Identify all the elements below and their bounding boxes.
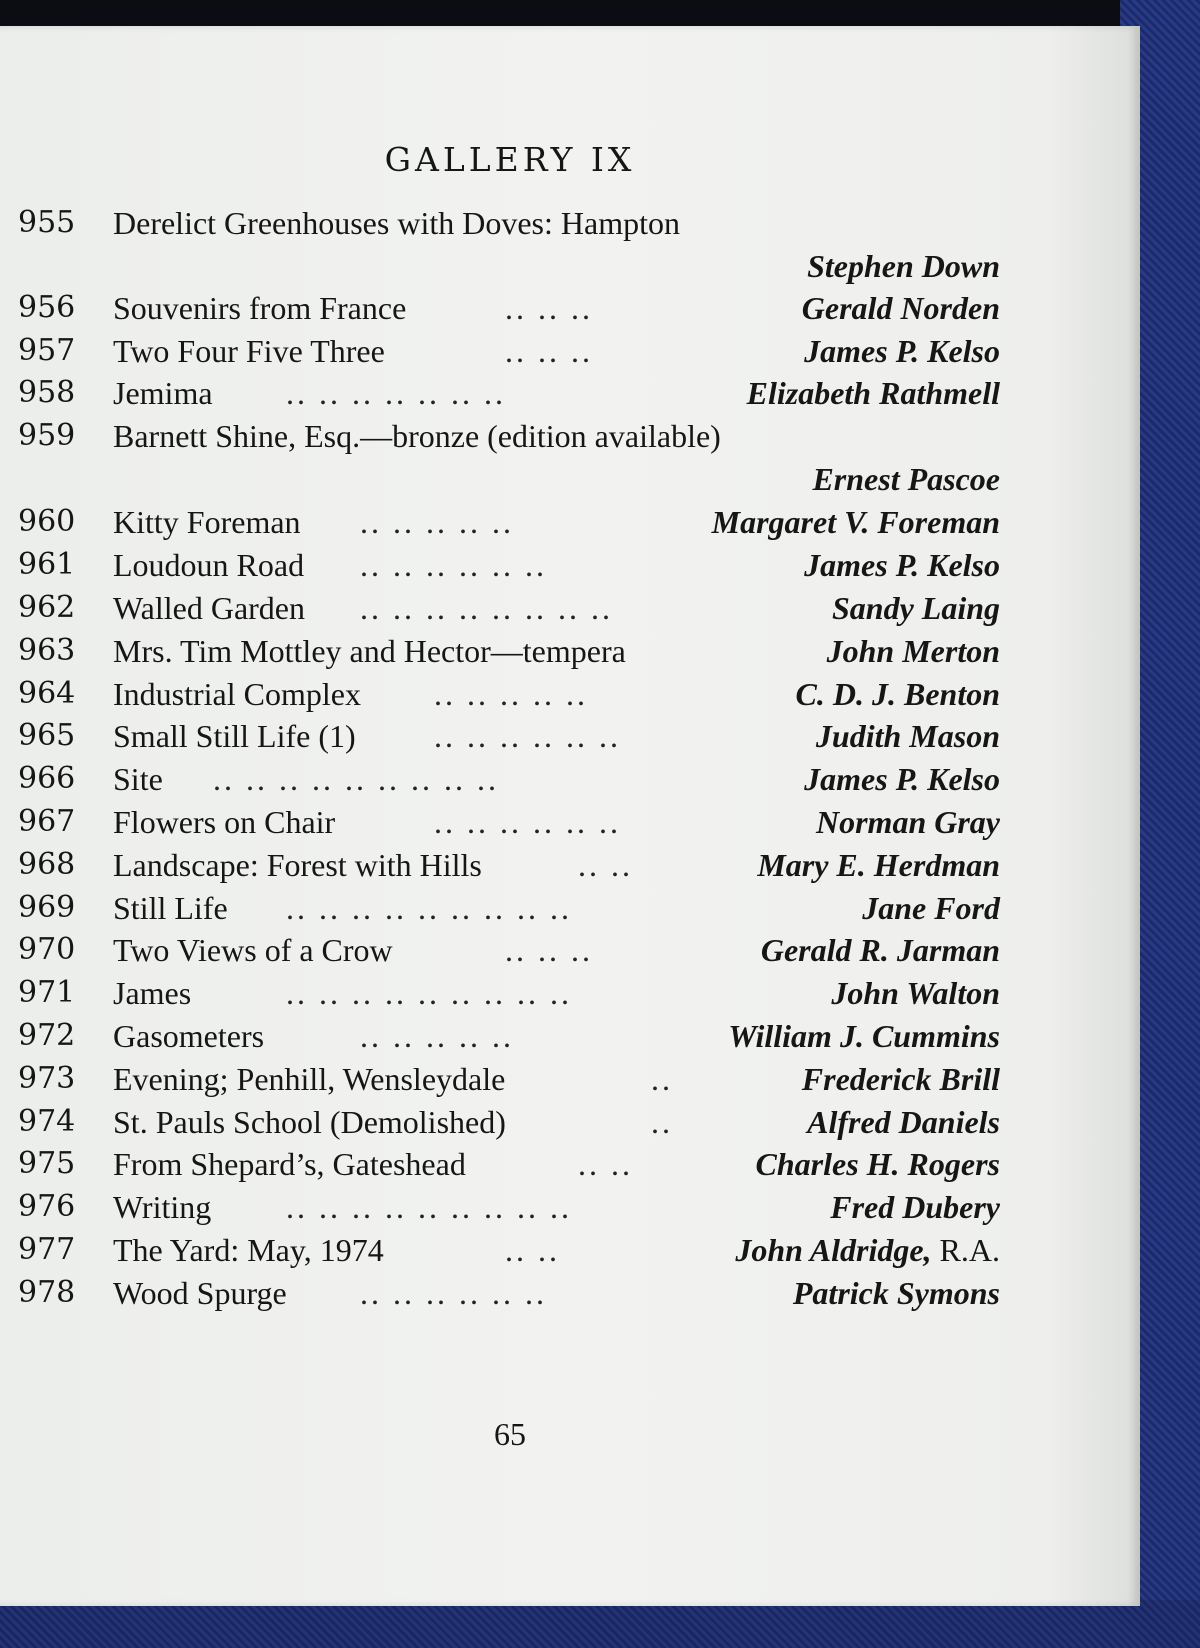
entry-artist: John Merton	[826, 633, 1000, 669]
dot-leader: .. .. .. .. .. .. .. .. ..	[286, 890, 572, 926]
entry-title: Writing	[113, 1189, 212, 1225]
dot-leader: .. ..	[578, 1146, 633, 1182]
dot-leader: .. .. .. .. .. .. .. ..	[360, 590, 613, 626]
entry-969	[18, 887, 1000, 929]
entry-title: Wood Spurge	[113, 1275, 287, 1311]
entry-artist: Norman Gray	[815, 804, 1000, 840]
entry-959-artist: Ernest Pascoe	[812, 461, 1000, 497]
entry-artist: James P. Kelso	[804, 333, 1000, 369]
dot-leader: .. .. .. .. .. ..	[360, 1275, 547, 1311]
entry-number: 968	[18, 847, 76, 882]
entry-artist: James P. Kelso	[804, 761, 1000, 797]
entry-number: 976	[18, 1189, 76, 1224]
dot-leader: ..	[651, 1061, 673, 1097]
entry-artist: Fred Dubery	[830, 1189, 1000, 1225]
dot-leader: .. ..	[578, 847, 633, 883]
entry-artist: Margaret V. Foreman	[711, 504, 1000, 540]
entry-title: Evening; Penhill, Wensleydale	[113, 1061, 506, 1097]
entry-975	[18, 1143, 1000, 1185]
entry-artist: James P. Kelso	[804, 547, 1000, 583]
entry-964	[18, 673, 1000, 715]
entry-number: 959	[18, 418, 76, 453]
entry-number: 962	[18, 590, 76, 625]
catalogue-page	[0, 26, 1140, 1606]
entry-title: Barnett Shine, Esq.—bronze (edition available)	[113, 418, 721, 454]
entry-title: Flowers on Chair	[113, 804, 336, 840]
entry-title: Two Four Five Three	[113, 333, 385, 369]
dot-leader: .. .. ..	[505, 932, 593, 968]
entry-title: James	[113, 975, 192, 1011]
dot-leader: .. .. .. .. .. ..	[434, 804, 621, 840]
entry-title: Walled Garden	[113, 590, 305, 626]
entry-artist: Charles H. Rogers	[755, 1146, 1000, 1182]
gallery-heading: GALLERY IX	[384, 140, 636, 179]
entry-number: 966	[18, 761, 76, 796]
entry-number: 977	[18, 1232, 76, 1267]
dot-leader: .. .. .. .. .. .. ..	[286, 375, 506, 411]
entry-title: Small Still Life (1)	[113, 718, 356, 754]
entry-title: Derelict Greenhouses with Doves: Hampton	[113, 205, 680, 241]
entry-number: 978	[18, 1275, 76, 1310]
entry-958	[18, 372, 1000, 414]
entry-959	[18, 415, 1000, 457]
entry-title: From Shepard’s, Gateshead	[113, 1146, 466, 1182]
entry-number: 974	[18, 1104, 76, 1139]
entry-artist: John Walton	[831, 975, 1000, 1011]
entry-title: Gasometers	[113, 1018, 265, 1054]
entry-title: Industrial Complex	[113, 676, 361, 712]
entry-number: 955	[18, 205, 76, 240]
entry-number: 956	[18, 290, 76, 325]
page-number: 65	[494, 1416, 526, 1452]
dot-leader: .. .. .. .. .. ..	[360, 547, 547, 583]
dot-leader: .. .. .. .. ..	[434, 676, 588, 712]
entry-971	[18, 972, 1000, 1014]
entry-966	[18, 758, 1000, 800]
entry-artist: C. D. J. Benton	[795, 676, 1000, 712]
entry-number: 967	[18, 804, 76, 839]
entry-number: 971	[18, 975, 76, 1010]
entry-968	[18, 844, 1000, 886]
entry-967	[18, 801, 1000, 843]
entry-artist: Alfred Daniels	[807, 1104, 1000, 1140]
entry-title: The Yard: May, 1974	[113, 1232, 384, 1268]
entry-artist: Elizabeth Rathmell	[746, 375, 1000, 411]
entry-number: 963	[18, 633, 76, 668]
entry-978	[18, 1272, 1000, 1314]
entry-artist: Gerald Norden	[801, 290, 1000, 326]
entry-965	[18, 715, 1000, 757]
book-cover-bottom	[0, 1600, 1200, 1648]
entry-962	[18, 587, 1000, 629]
entry-title: Site	[113, 761, 163, 797]
entry-number: 975	[18, 1146, 76, 1181]
entry-number: 970	[18, 932, 76, 967]
entry-artist	[735, 1229, 1000, 1271]
entry-title: Mrs. Tim Mottley and Hector—tempera	[113, 633, 626, 669]
artist-honour: R.A.	[931, 1232, 1000, 1268]
entry-955	[18, 202, 1000, 244]
entry-970	[18, 929, 1000, 971]
dot-leader: .. .. .. .. .. .. .. .. ..	[286, 1189, 572, 1225]
dot-leader: .. .. .. .. .. .. .. .. ..	[213, 761, 499, 797]
entry-title: St. Pauls School (Demolished)	[113, 1104, 506, 1140]
entry-963	[18, 630, 1000, 672]
dot-leader: .. .. .. .. ..	[360, 1018, 514, 1054]
entry-973	[18, 1058, 1000, 1100]
entry-title: Loudoun Road	[113, 547, 305, 583]
dot-leader: .. .. .. .. ..	[360, 504, 514, 540]
entry-title: Kitty Foreman	[113, 504, 301, 540]
entry-title: Two Views of a Crow	[113, 932, 393, 968]
entry-number: 961	[18, 547, 76, 582]
dot-leader: .. .. .. .. .. .. .. .. ..	[286, 975, 572, 1011]
entry-956	[18, 287, 1000, 329]
entry-artist: Patrick Symons	[792, 1275, 1000, 1311]
dot-leader: .. .. .. .. .. ..	[434, 718, 621, 754]
entry-number: 964	[18, 676, 76, 711]
entry-artist: William J. Cummins	[728, 1018, 1000, 1054]
entry-972	[18, 1015, 1000, 1057]
entry-number: 958	[18, 375, 76, 410]
entry-title: Landscape: Forest with Hills	[113, 847, 482, 883]
dot-leader: ..	[651, 1104, 673, 1140]
entry-976	[18, 1186, 1000, 1228]
entry-957	[18, 330, 1000, 372]
entry-artist: Judith Mason	[815, 718, 1000, 754]
entry-artist: Gerald R. Jarman	[760, 932, 1000, 968]
entry-number: 969	[18, 890, 76, 925]
dot-leader: .. ..	[505, 1232, 560, 1268]
dot-leader: .. .. ..	[505, 333, 593, 369]
entry-number: 960	[18, 504, 76, 539]
entry-number: 965	[18, 718, 76, 753]
entry-number: 973	[18, 1061, 76, 1096]
entry-961	[18, 544, 1000, 586]
entry-960	[18, 501, 1000, 543]
entry-title: Souvenirs from France	[113, 290, 407, 326]
entry-artist: Mary E. Herdman	[757, 847, 1000, 883]
entry-977	[18, 1229, 1000, 1271]
entry-974	[18, 1101, 1000, 1143]
entry-title: Jemima	[113, 375, 213, 411]
entry-number: 972	[18, 1018, 76, 1053]
entry-artist: Frederick Brill	[801, 1061, 1000, 1097]
artist-name: John Aldridge,	[735, 1232, 932, 1268]
entry-955-artist: Stephen Down	[807, 248, 1000, 284]
dot-leader: .. .. ..	[505, 290, 593, 326]
entry-artist: Jane Ford	[862, 890, 1000, 926]
entry-title: Still Life	[113, 890, 228, 926]
entry-artist: Sandy Laing	[831, 590, 1000, 626]
entry-number: 957	[18, 333, 76, 368]
